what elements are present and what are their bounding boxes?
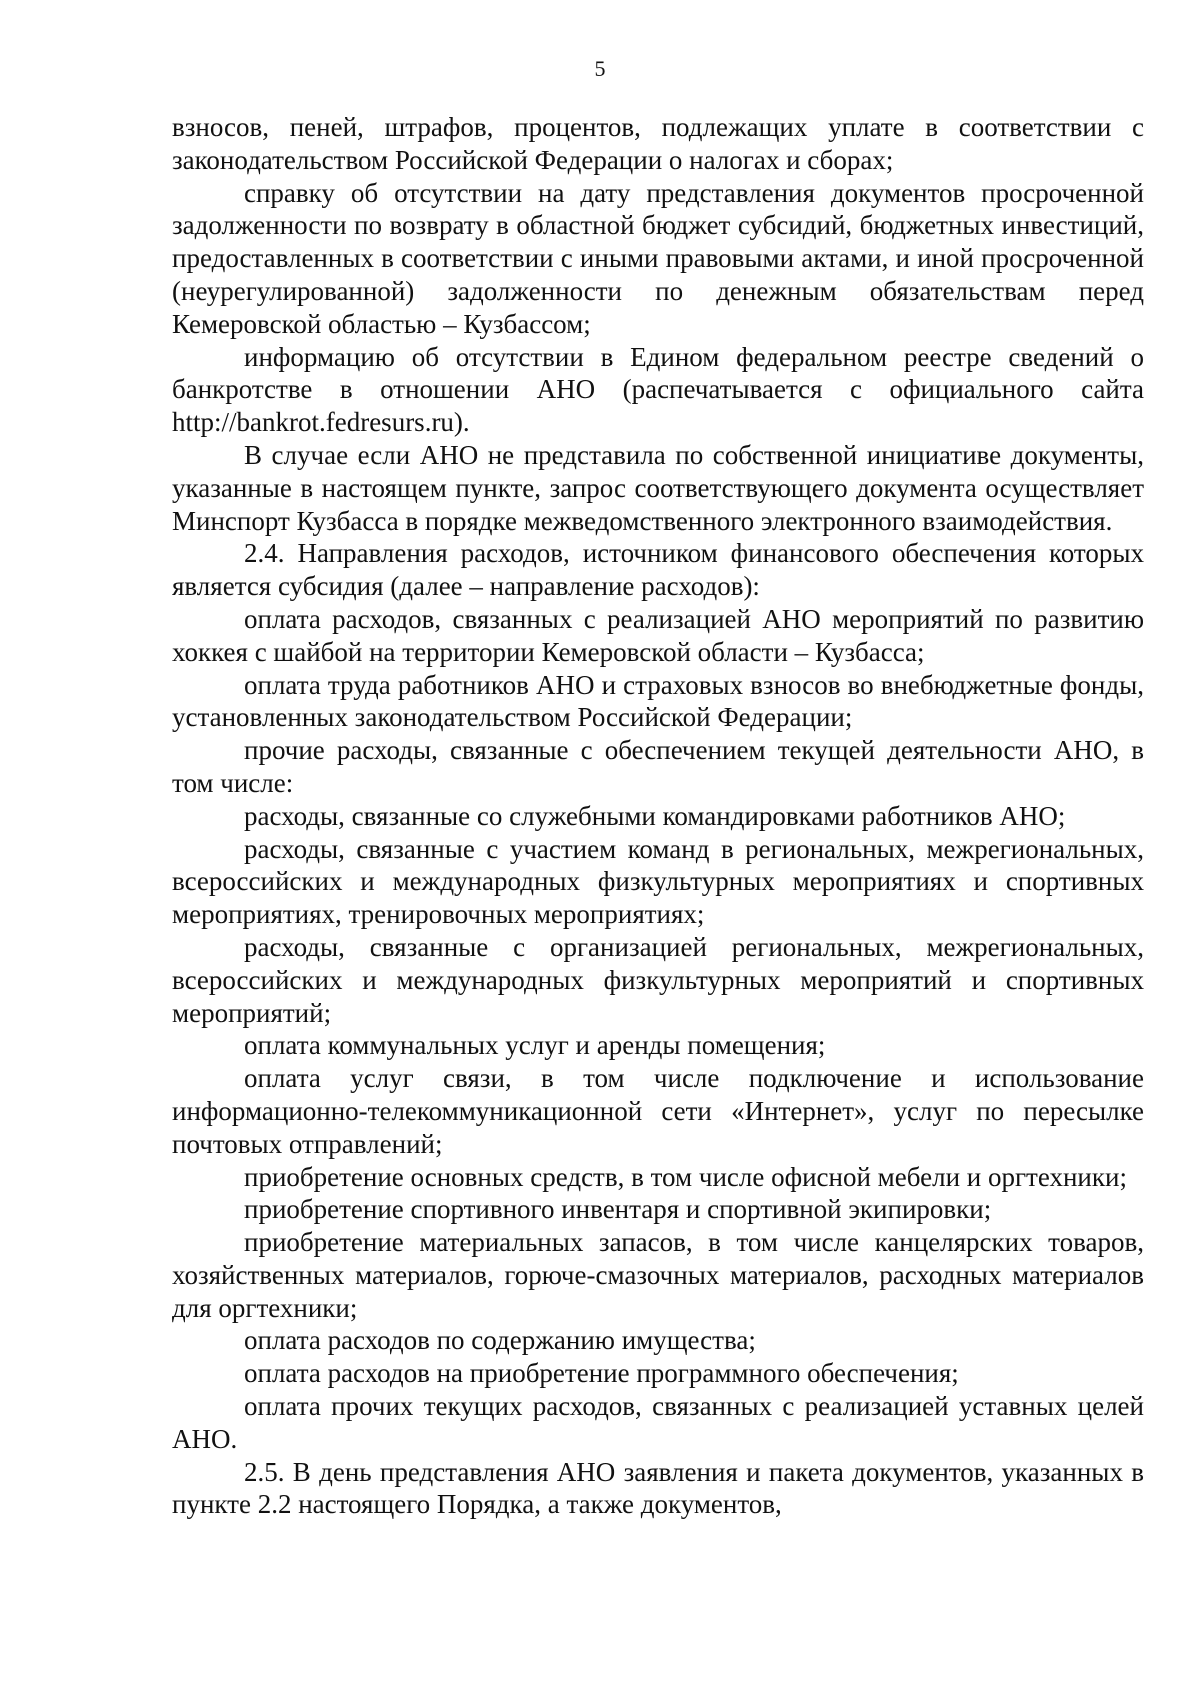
- list-item-other-current: оплата прочих текущих расходов, связанных с реализацией уставных целей АНО.: [172, 1391, 1144, 1454]
- list-item-fixed-assets: приобретение основных средств, в том числе офисной мебели и оргтехники;: [244, 1161, 1127, 1192]
- list-item-other-expenses: прочие расходы, связанные с обеспечением текущей деятельности АНО, в том числе:: [172, 735, 1144, 798]
- list-item-communication: оплата услуг связи, в том числе подключение и использование информационно-телекоммуникационной сети «Интернет», услуг по пересылке почтовых отправлений;: [172, 1063, 1144, 1159]
- paragraph-continuation: взносов, пеней, штрафов, процентов, подлежащих уплате в соответствии с законодательством Российской Федерации о налогах и сборах;: [172, 112, 1144, 175]
- list-item-event-organization: расходы, связанные с организацией региональных, межрегиональных, всероссийских и международных физкультурных мероприятий и спортивных мероприятий;: [172, 931, 1144, 1028]
- list-item-team-participation: расходы, связанные с участием команд в региональных, межрегиональных, всероссийских и международных физкультурных мероприятиях и спортивных мероприятиях, тренировочных мероприятиях;: [172, 833, 1144, 930]
- list-item-software: оплата расходов на приобретение программного обеспечения;: [244, 1358, 959, 1389]
- paragraph-interagency-request: В случае если АНО не представила по собственной инициативе документы, указанные в настоящем пункте, запрос соответствующего документа осуществляет Минспорт Кузбасса в порядке межведомственного электронного взаимодействия.: [172, 439, 1144, 536]
- paragraph-debt-certificate: справку об отсутствии на дату представления документов просроченной задолженности по возврату в областной бюджет субсидий, бюджетных инвестиций, предоставленных в соответствии с иными правовыми актами, и иной просроченной (неурегулированной) задолженности по денежным обязательствам перед Кемеровской областью – Кузбассом;: [172, 177, 1144, 339]
- page-number: 5: [594, 56, 606, 81]
- list-item-utilities: оплата коммунальных услуг и аренды помещения;: [244, 1030, 826, 1061]
- list-item-wages: оплата труда работников АНО и страховых взносов во внебюджетные фонды, установленных законодательством Российской Федерации;: [172, 669, 1144, 733]
- list-item-hockey-events: оплата расходов, связанных с реализацией АНО мероприятий по развитию хоккея с шайбой на территории Кемеровской области – Кузбасса;: [172, 603, 1144, 667]
- document-body: [172, 111, 1144, 1521]
- paragraph-bankruptcy-info: информацию об отсутствии в Едином федеральном реестре сведений о банкротстве в отношении АНО (распечатывается с официального сайта http://bankrot.fedresurs.ru).: [172, 341, 1144, 438]
- list-item-business-trips: расходы, связанные со служебными командировками работников АНО;: [244, 800, 1066, 831]
- paragraph-section-2-5: 2.5. В день представления АНО заявления и пакета документов, указанных в пункте 2.2 настоящего Порядка, а также документов,: [172, 1456, 1144, 1520]
- list-item-property-maintenance: оплата расходов по содержанию имущества;: [244, 1325, 756, 1356]
- list-item-materials: приобретение материальных запасов, в том числе канцелярских товаров, хозяйственных материалов, горюче-смазочных материалов, расходных материалов для оргтехники;: [172, 1227, 1144, 1323]
- paragraph-section-2-4: 2.4. Направления расходов, источником финансового обеспечения которых является субсидия (далее – направление расходов):: [172, 538, 1144, 602]
- list-item-sports-equipment: приобретение спортивного инвентаря и спортивной экипировки;: [244, 1194, 992, 1225]
